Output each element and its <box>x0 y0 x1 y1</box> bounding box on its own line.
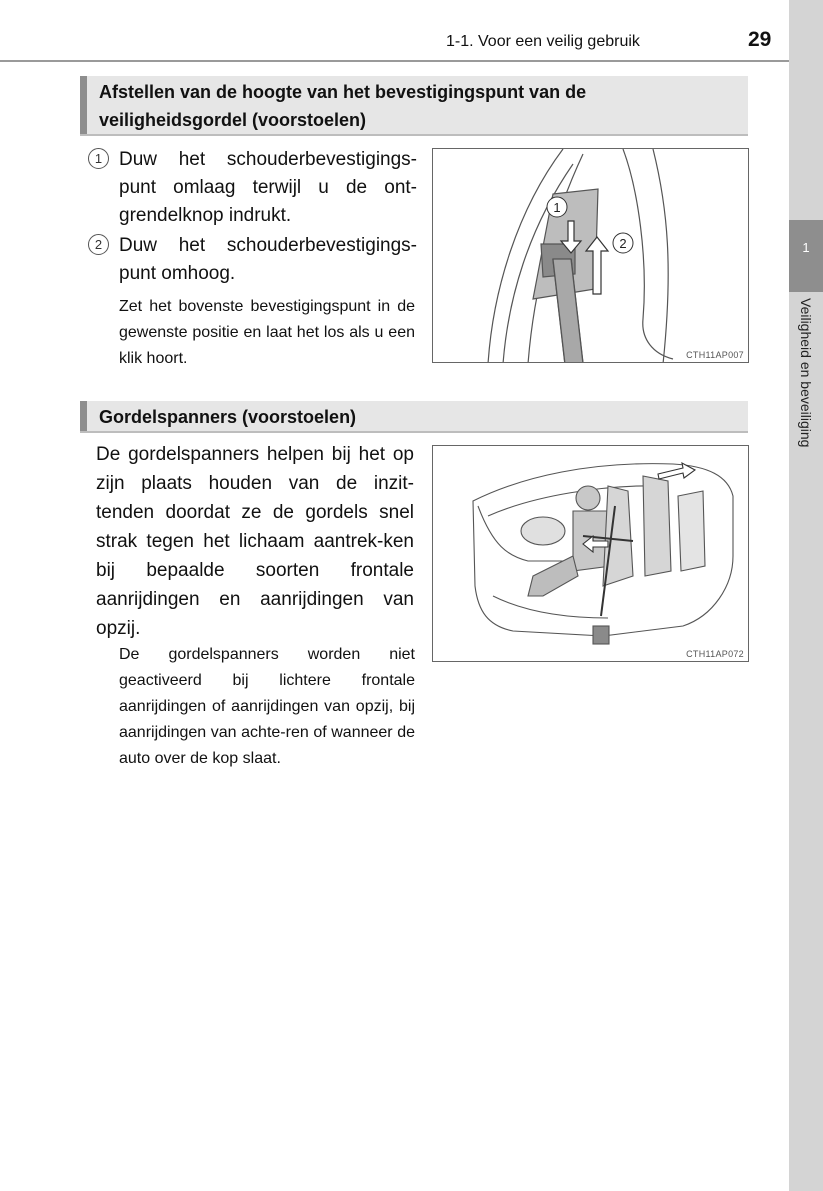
section-heading-anchor-height: Afstellen van de hoogte van het bevestigingspunt van de veiligheidsgordel (voorstoelen) <box>80 76 748 136</box>
step-text: Duw het schouderbevestigings-punt omhoog. <box>119 235 417 284</box>
shoulder-anchor-illustration <box>433 149 749 363</box>
figure-shoulder-anchor <box>432 148 749 363</box>
page-number: 29 <box>748 28 772 51</box>
chapter-strip <box>789 0 823 1191</box>
figure-code: CTH11AP072 <box>686 649 744 659</box>
step-number-badge: 2 <box>88 234 109 255</box>
pretensioner-body-text: De gordelspanners helpen bij het op zijn plaats houden van de inzit-tenden doordat ze de gordels snel strak tegen het lichaam aantrek-ken bij bepaalde soorten frontale aanrijdingen en aanrijdingen van opzij. <box>96 444 414 639</box>
chapter-number: 1 <box>802 240 810 255</box>
pretensioner-illustration <box>433 446 749 662</box>
section-heading-pretensioners: Gordelspanners (voorstoelen) <box>80 401 748 433</box>
step-item <box>88 232 418 290</box>
step-text: Duw het schouderbevestigings-punt omlaag terwijl u de ont-grendelknop indrukt. <box>119 149 417 226</box>
figure-pretensioners <box>432 445 749 662</box>
pretensioner-note: De gordelspanners worden niet geactiveerd bij lichtere frontale aanrijdingen of aanrijdingen van opzij, bij aanrijdingen van achte-ren of wanneer de auto over de kop slaat. <box>119 646 415 767</box>
header-rule <box>0 60 789 62</box>
chapter-tab[interactable] <box>789 220 823 292</box>
callout-1: 1 <box>553 200 561 215</box>
step-number-badge: 1 <box>88 148 109 169</box>
callout-2: 2 <box>619 236 627 251</box>
step-item <box>88 146 418 232</box>
step-note: Zet het bovenste bevestigingspunt in de gewenste positie en laat het los als u een klik hoort. <box>119 298 415 367</box>
running-header-title: 1-1. Voor een veilig gebruik <box>446 33 640 50</box>
figure-code: CTH11AP007 <box>686 350 744 360</box>
chapter-label: Veiligheid en beveiliging <box>798 298 814 448</box>
